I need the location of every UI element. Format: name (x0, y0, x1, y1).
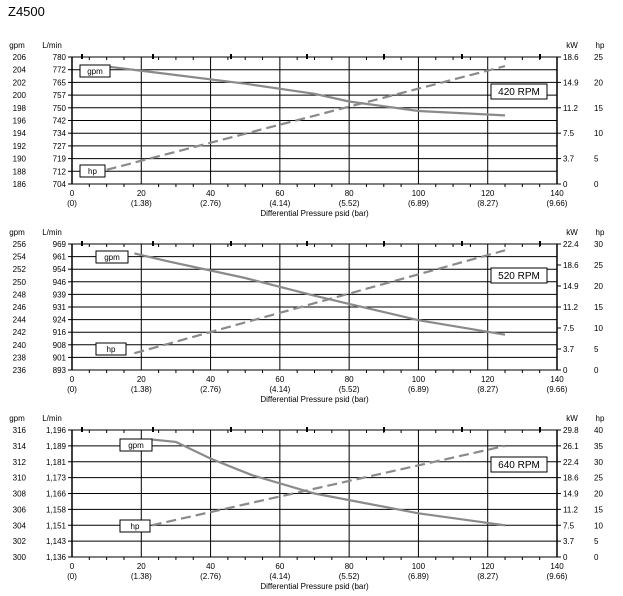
x-tick-label: 40 (206, 562, 216, 571)
top-marker (539, 54, 541, 59)
top-marker (306, 427, 308, 432)
hp-tick-label: 20 (594, 78, 603, 88)
lmin-tick-label: 734 (52, 129, 66, 139)
kw-tick-label: 26.1 (563, 441, 579, 451)
kw-tick-label: 14.9 (563, 78, 579, 88)
lmin-tick-label: 931 (52, 303, 66, 312)
x-tick-label: 80 (344, 375, 354, 384)
x-tick-label: 60 (275, 189, 285, 198)
hp-tick-label: 15 (594, 303, 603, 312)
gpm-tick-label: 204 (12, 65, 26, 75)
hp-tick-label: 20 (594, 489, 603, 499)
x-tick-label: 0 (69, 189, 75, 198)
top-marker (539, 241, 541, 246)
hp-tick-label: 20 (594, 282, 603, 291)
gpm-tick-label: 202 (12, 78, 26, 88)
lmin-tick-label: 750 (52, 103, 66, 113)
lmin-tick-label: 916 (52, 328, 66, 338)
x-tick-bar-label: (1.38) (130, 385, 152, 394)
gpm-tick-label: 206 (12, 53, 26, 62)
gpm-tick-label: 198 (12, 103, 26, 113)
x-tick-bar-label: (6.89) (407, 385, 429, 394)
x-tick-bar-label: (2.76) (200, 199, 222, 208)
lmin-tick-label: 1,166 (45, 489, 66, 499)
gpm-tick-label: 248 (12, 290, 26, 300)
top-marker (230, 241, 232, 246)
series-label-hp: hp (88, 167, 97, 176)
series-label-hp: hp (130, 522, 140, 531)
x-tick-label: 140 (550, 189, 564, 198)
kw-tick-label: 0 (563, 553, 568, 562)
x-tick-label: 140 (550, 375, 564, 384)
x-tick-bar-label: (8.27) (477, 385, 499, 394)
kw-tick-label: 3.7 (563, 345, 575, 354)
x-axis-label: Differential Pressure psid (bar) (260, 209, 369, 218)
hp-tick-label: 10 (594, 521, 603, 531)
x-tick-label: 100 (411, 375, 426, 384)
lmin-tick-label: 1,158 (45, 505, 66, 515)
gpm-tick-label: 308 (12, 489, 26, 499)
gpm-tick-label: 186 (12, 180, 26, 189)
x-tick-bar-label: (8.27) (477, 199, 499, 208)
x-tick-label: 120 (481, 189, 495, 198)
x-tick-bar-label: (0) (67, 385, 77, 394)
x-tick-bar-label: (2.76) (200, 385, 222, 394)
kw-tick-label: 3.7 (563, 537, 575, 547)
lmin-tick-label: 1,151 (45, 521, 66, 531)
top-marker (306, 241, 308, 246)
hp-tick-label: 0 (594, 180, 599, 189)
gpm-tick-label: 256 (12, 240, 26, 249)
lmin-tick-label: 908 (52, 340, 66, 350)
lmin-unit-label: L/min (42, 41, 62, 50)
series-label-gpm: gpm (87, 67, 103, 76)
gpm-tick-label: 250 (12, 277, 26, 287)
top-marker (539, 427, 541, 432)
hp-tick-label: 25 (594, 261, 603, 270)
gpm-tick-label: 196 (12, 116, 26, 126)
kw-unit-label: kW (566, 228, 578, 237)
lmin-tick-label: 727 (52, 141, 66, 151)
lmin-tick-label: 1,181 (45, 457, 66, 467)
kw-tick-label: 7.5 (563, 129, 575, 139)
x-tick-label: 80 (344, 189, 354, 198)
kw-tick-label: 14.9 (563, 282, 579, 291)
top-marker (383, 241, 385, 246)
lmin-tick-label: 961 (52, 252, 66, 262)
lmin-tick-label: 765 (52, 78, 66, 88)
x-axis-label: Differential Pressure psid (bar) (260, 582, 369, 591)
hp-tick-label: 40 (594, 426, 603, 435)
gpm-tick-label: 236 (12, 366, 26, 375)
lmin-tick-label: 772 (52, 65, 66, 75)
lmin-tick-label: 742 (52, 116, 66, 126)
hp-tick-label: 5 (594, 154, 599, 164)
hp-tick-label: 15 (594, 505, 603, 515)
x-tick-label: 20 (136, 189, 146, 198)
x-tick-bar-label: (9.66) (546, 385, 568, 394)
gpm-unit-label: gpm (9, 41, 25, 50)
top-marker (81, 54, 83, 59)
gpm-tick-label: 194 (12, 129, 26, 139)
gpm-tick-label: 188 (12, 167, 26, 177)
lmin-unit-label: L/min (42, 414, 62, 423)
gpm-tick-label: 242 (12, 328, 26, 338)
gpm-tick-label: 238 (12, 353, 26, 363)
kw-tick-label: 11.2 (563, 103, 578, 113)
x-tick-bar-label: (9.66) (546, 572, 568, 581)
kw-tick-label: 18.6 (563, 473, 579, 483)
kw-tick-label: 22.4 (563, 240, 579, 249)
gpm-unit-label: gpm (9, 228, 25, 237)
series-label-gpm: gpm (128, 441, 144, 450)
rpm-label: 520 RPM (498, 271, 540, 282)
kw-tick-label: 3.7 (563, 154, 575, 164)
hp-unit-label: hp (595, 41, 605, 50)
kw-tick-label: 22.4 (563, 457, 579, 467)
x-tick-label: 100 (411, 562, 426, 571)
gpm-tick-label: 240 (12, 340, 26, 350)
lmin-tick-label: 1,189 (45, 441, 66, 451)
series-line-hp (107, 66, 505, 170)
kw-unit-label: kW (566, 41, 578, 50)
x-tick-label: 0 (69, 375, 75, 384)
top-marker (152, 427, 154, 432)
gpm-tick-label: 300 (12, 553, 26, 562)
x-tick-label: 60 (275, 562, 285, 571)
lmin-tick-label: 946 (52, 277, 66, 287)
hp-tick-label: 25 (594, 473, 603, 483)
lmin-tick-label: 1,173 (45, 473, 66, 483)
x-tick-label: 20 (136, 562, 146, 571)
x-tick-bar-label: (5.52) (338, 199, 360, 208)
gpm-tick-label: 244 (12, 315, 26, 325)
x-tick-bar-label: (6.89) (407, 199, 429, 208)
top-marker (152, 54, 154, 59)
series-label-hp: hp (106, 345, 116, 354)
gpm-unit-label: gpm (9, 414, 25, 423)
x-tick-bar-label: (6.89) (407, 572, 429, 581)
top-marker (306, 54, 308, 59)
kw-tick-label: 11.2 (563, 505, 578, 515)
rpm-label: 420 RPM (498, 87, 540, 98)
lmin-tick-label: 719 (52, 154, 66, 164)
x-tick-label: 40 (206, 375, 216, 384)
top-marker (152, 241, 154, 246)
lmin-tick-label: 1,136 (45, 553, 66, 562)
x-tick-bar-label: (4.14) (269, 199, 291, 208)
kw-tick-label: 14.9 (563, 489, 579, 499)
kw-tick-label: 0 (563, 366, 568, 375)
page-title: Z4500 (8, 4, 45, 19)
lmin-tick-label: 1,196 (45, 426, 66, 435)
kw-tick-label: 29.8 (563, 426, 579, 435)
x-tick-label: 60 (275, 375, 285, 384)
gpm-tick-label: 310 (12, 473, 26, 483)
lmin-tick-label: 780 (52, 53, 66, 62)
x-tick-bar-label: (2.76) (200, 572, 222, 581)
x-tick-bar-label: (5.52) (338, 572, 360, 581)
gpm-tick-label: 316 (12, 426, 26, 435)
lmin-tick-label: 893 (52, 366, 66, 375)
kw-tick-label: 7.5 (563, 521, 575, 531)
lmin-tick-label: 954 (52, 265, 66, 275)
top-marker (461, 427, 463, 432)
kw-tick-label: 11.2 (563, 303, 578, 312)
x-tick-label: 140 (550, 562, 564, 571)
hp-tick-label: 35 (594, 441, 603, 451)
x-tick-bar-label: (1.38) (130, 572, 152, 581)
top-marker (230, 427, 232, 432)
top-marker (383, 54, 385, 59)
top-marker (461, 241, 463, 246)
top-marker (230, 54, 232, 59)
lmin-tick-label: 704 (52, 180, 66, 189)
lmin-tick-label: 1,143 (45, 537, 66, 547)
hp-tick-label: 10 (594, 129, 603, 139)
gpm-tick-label: 246 (12, 303, 26, 312)
top-marker (461, 54, 463, 59)
hp-unit-label: hp (595, 228, 605, 237)
kw-tick-label: 18.6 (563, 261, 579, 270)
top-marker (383, 427, 385, 432)
x-tick-label: 40 (206, 189, 216, 198)
gpm-tick-label: 200 (12, 91, 26, 101)
hp-unit-label: hp (595, 414, 605, 423)
hp-tick-label: 0 (594, 366, 599, 375)
lmin-tick-label: 712 (52, 167, 66, 177)
gpm-tick-label: 192 (12, 141, 26, 151)
gpm-tick-label: 312 (12, 457, 26, 467)
gpm-tick-label: 314 (12, 441, 26, 451)
x-tick-bar-label: (0) (67, 572, 77, 581)
gpm-tick-label: 190 (12, 154, 26, 164)
x-tick-bar-label: (8.27) (477, 572, 499, 581)
x-tick-bar-label: (0) (67, 199, 77, 208)
kw-tick-label: 18.6 (563, 53, 579, 62)
lmin-tick-label: 757 (52, 91, 66, 101)
x-tick-label: 120 (481, 562, 495, 571)
lmin-tick-label: 901 (52, 353, 66, 363)
top-marker (81, 427, 83, 432)
hp-tick-label: 5 (594, 537, 599, 547)
lmin-unit-label: L/min (42, 228, 62, 237)
x-tick-bar-label: (5.52) (338, 385, 360, 394)
x-tick-label: 100 (411, 189, 426, 198)
x-tick-label: 120 (481, 375, 495, 384)
hp-tick-label: 5 (594, 345, 599, 354)
kw-unit-label: kW (566, 414, 578, 423)
x-tick-bar-label: (4.14) (269, 572, 291, 581)
rpm-label: 640 RPM (498, 460, 540, 471)
hp-tick-label: 30 (594, 240, 603, 249)
lmin-tick-label: 939 (52, 290, 66, 300)
kw-tick-label: 7.5 (563, 324, 575, 333)
x-tick-label: 20 (136, 375, 146, 384)
hp-tick-label: 15 (594, 103, 603, 113)
hp-tick-label: 30 (594, 457, 603, 467)
x-tick-label: 0 (69, 562, 75, 571)
gpm-tick-label: 254 (12, 252, 26, 262)
gpm-tick-label: 306 (12, 505, 26, 515)
top-marker (81, 241, 83, 246)
gpm-tick-label: 304 (12, 521, 26, 531)
x-tick-bar-label: (4.14) (269, 385, 291, 394)
x-tick-label: 80 (344, 562, 354, 571)
x-tick-bar-label: (1.38) (130, 199, 152, 208)
lmin-tick-label: 969 (52, 240, 66, 249)
kw-tick-label: 0 (563, 180, 568, 189)
hp-tick-label: 0 (594, 553, 599, 562)
gpm-tick-label: 252 (12, 265, 26, 275)
x-tick-bar-label: (9.66) (546, 199, 568, 208)
x-axis-label: Differential Pressure psid (bar) (260, 395, 369, 404)
gpm-tick-label: 302 (12, 537, 26, 547)
series-line-hp (152, 446, 505, 525)
hp-tick-label: 10 (594, 324, 603, 333)
hp-tick-label: 25 (594, 53, 603, 62)
series-label-gpm: gpm (104, 253, 120, 262)
lmin-tick-label: 924 (52, 315, 66, 325)
